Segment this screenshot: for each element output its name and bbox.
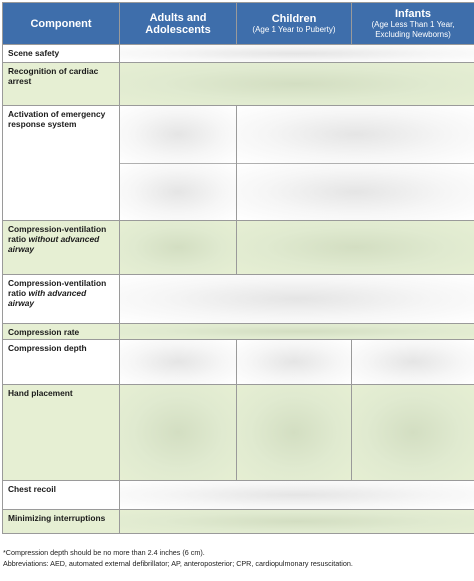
activation-adults-part-1	[120, 106, 236, 163]
header-component	[3, 3, 119, 44]
cv-without-text: Compression-ventilation ratio	[8, 224, 107, 244]
depth-adults-obscured-cell	[120, 340, 236, 384]
header-children-label: Children	[271, 12, 317, 25]
row-label-recognition: Recognition of cardiac arrest	[3, 63, 119, 105]
activation-adults-obscured-cell	[120, 106, 236, 220]
row-label-cv-ratio-without-airway	[3, 221, 119, 274]
hand-infants-obscured-cell	[352, 385, 474, 480]
depth-infants-obscured-cell	[352, 340, 474, 384]
footnote-abbreviations: Abbreviations: AED, automated external defibrillator; AP, anteroposterior; CPR, cardiopulmonary resuscitation.	[3, 559, 353, 568]
row-label-cv-ratio-with-airway	[3, 275, 119, 323]
header-children	[237, 3, 351, 44]
header-infants-label: Infants	[394, 8, 432, 20]
row-label-hand-placement: Hand placement	[3, 385, 119, 480]
row-label-compression-depth: Compression depth	[3, 340, 119, 384]
header-infants	[352, 3, 474, 44]
footnote-depth: *Compression depth should be no more than 2.4 inches (6 cm).	[3, 548, 205, 557]
header-adults-line1: Adults and	[149, 11, 207, 24]
recognition-obscured-cell	[120, 63, 474, 105]
header-children-sub: (Age 1 Year to Puberty)	[252, 24, 336, 34]
activation-children-infants-obscured-cell	[237, 106, 474, 220]
row-label-chest-recoil: Chest recoil	[3, 481, 119, 509]
row-label-scene-safety: Scene safety	[3, 45, 119, 62]
header-infants-sub-line2: Excluding Newborns)	[375, 29, 451, 39]
row-label-minimizing-interruptions: Minimizing interruptions	[3, 510, 119, 533]
chest-recoil-obscured-cell	[120, 481, 474, 509]
header-infants-sub-line1: (Age Less Than 1 Year,	[371, 20, 455, 29]
scene-safety-obscured-cell	[120, 45, 474, 62]
depth-children-obscured-cell	[237, 340, 351, 384]
cv-with-emphasis: with advanced airway	[8, 288, 87, 308]
row-label-compression-rate: Compression rate	[3, 324, 119, 339]
cv-with-obscured-cell	[120, 275, 474, 323]
cv-with-text: Compression-ventilation ratio	[8, 278, 107, 298]
hand-children-obscured-cell	[237, 385, 351, 480]
header-adults	[120, 3, 236, 44]
row-label-activation: Activation of emergency response system	[3, 106, 119, 220]
bls-comparison-table	[2, 2, 474, 534]
cv-without-emphasis: without advanced airway	[8, 234, 100, 254]
compression-rate-obscured-cell	[120, 324, 474, 339]
activation-children-infants-part-2	[237, 164, 474, 221]
interruptions-obscured-cell	[120, 510, 474, 533]
activation-adults-part-2	[120, 164, 236, 221]
hand-adults-obscured-cell	[120, 385, 236, 480]
activation-children-infants-part-1	[237, 106, 474, 163]
cv-without-children-infants-obscured-cell	[237, 221, 474, 274]
header-adults-line2: Adolescents	[145, 23, 211, 36]
table-footnotes	[3, 547, 471, 569]
cv-without-adults-obscured-cell	[120, 221, 236, 274]
header-component-label: Component	[30, 17, 92, 30]
